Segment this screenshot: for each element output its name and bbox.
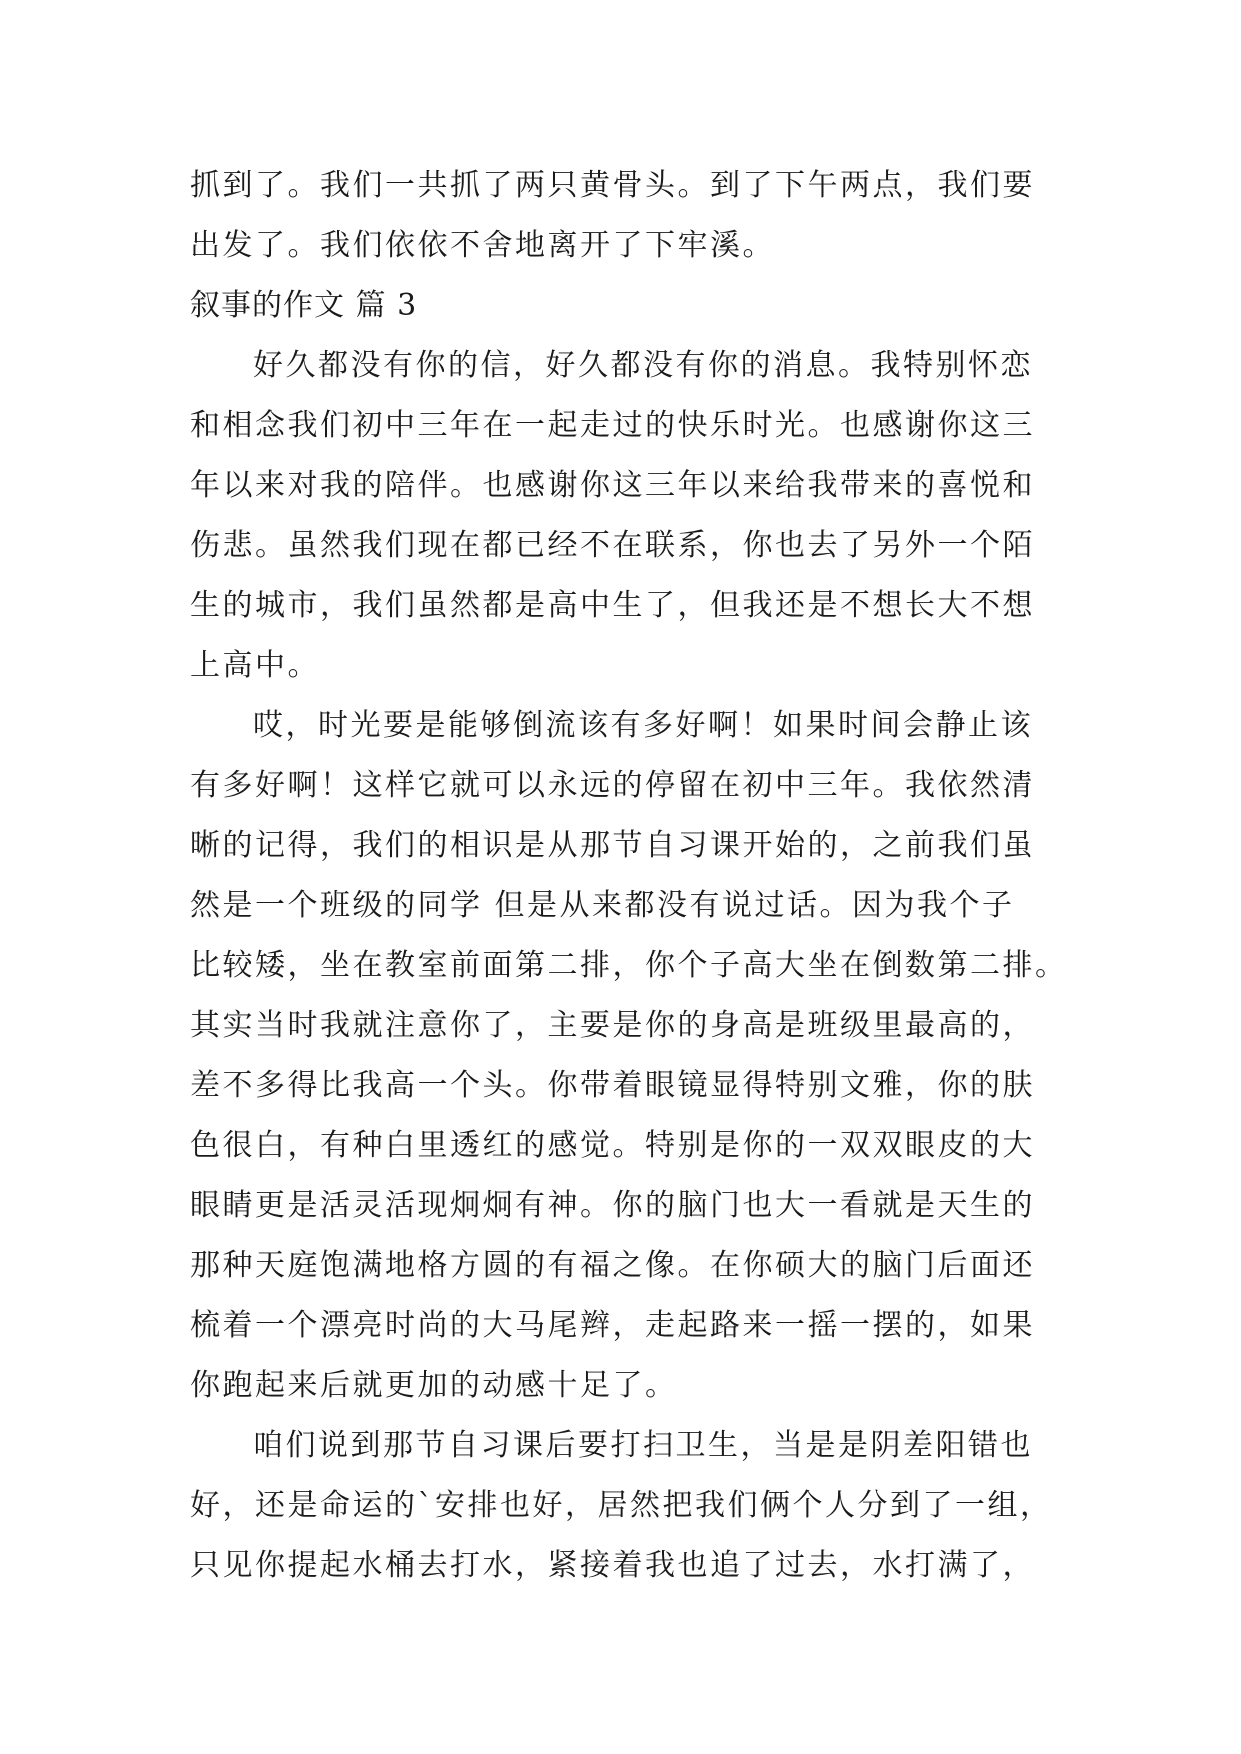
text-line: 出发了。我们依依不舍地离开了下牢溪。 <box>190 228 775 263</box>
text-line: 抓到了。我们一共抓了两只黄骨头。到了下午两点，我们要 <box>190 168 1035 203</box>
text-line: 你跑起来后就更加的动感十足了。 <box>190 1368 678 1403</box>
text-line: 生的城市，我们虽然都是高中生了，但我还是不想长大不想 <box>190 588 1035 623</box>
text-line: 和相念我们初中三年在一起走过的快乐时光。也感谢你这三 <box>190 408 1035 443</box>
text-line: 好，还是命运的`安排也好，居然把我们俩个人分到了一组， <box>190 1488 1053 1523</box>
text-line: 上高中。 <box>190 648 320 683</box>
text-line: 差不多得比我高一个头。你带着眼镜显得特别文雅，你的肤 <box>190 1068 1035 1103</box>
text-line: 年以来对我的陪伴。也感谢你这三年以来给我带来的喜悦和 <box>190 468 1035 503</box>
text-line: 比较矮，坐在教室前面第二排，你个子高大坐在倒数第二排。 <box>190 948 1068 983</box>
text-line: 伤悲。虽然我们现在都已经不在联系，你也去了另外一个陌 <box>190 528 1035 563</box>
text-line: 那种天庭饱满地格方圆的有福之像。在你硕大的脑门后面还 <box>190 1248 1035 1283</box>
text-line: 梳着一个漂亮时尚的大马尾辫，走起路来一摇一摆的，如果 <box>190 1308 1035 1343</box>
text-line: 有多好啊！这样它就可以永远的停留在初中三年。我依然清 <box>190 768 1035 803</box>
text-line: 色很白，有种白里透红的感觉。特别是你的一双双眼皮的大 <box>190 1128 1035 1163</box>
text-line: 然是一个班级的同学 但是从来都没有说过话。因为我个子 <box>190 888 1015 923</box>
section-heading: 叙事的作文 篇 3 <box>190 288 418 323</box>
paragraph-first-line: 咱们说到那节自习课后要打扫卫生，当是是阴差阳错也 <box>253 1428 1033 1463</box>
text-line: 其实当时我就注意你了，主要是你的身高是班级里最高的， <box>190 1008 1035 1043</box>
text-line: 只见你提起水桶去打水，紧接着我也追了过去，水打满了， <box>190 1548 1035 1583</box>
paragraph-first-line: 好久都没有你的信，好久都没有你的消息。我特别怀恋 <box>253 348 1033 383</box>
text-line: 眼睛更是活灵活现炯炯有神。你的脑门也大一看就是天生的 <box>190 1188 1035 1223</box>
paragraph-first-line: 哎，时光要是能够倒流该有多好啊！如果时间会静止该 <box>253 708 1033 743</box>
text-line: 晰的记得，我们的相识是从那节自习课开始的，之前我们虽 <box>190 828 1035 863</box>
